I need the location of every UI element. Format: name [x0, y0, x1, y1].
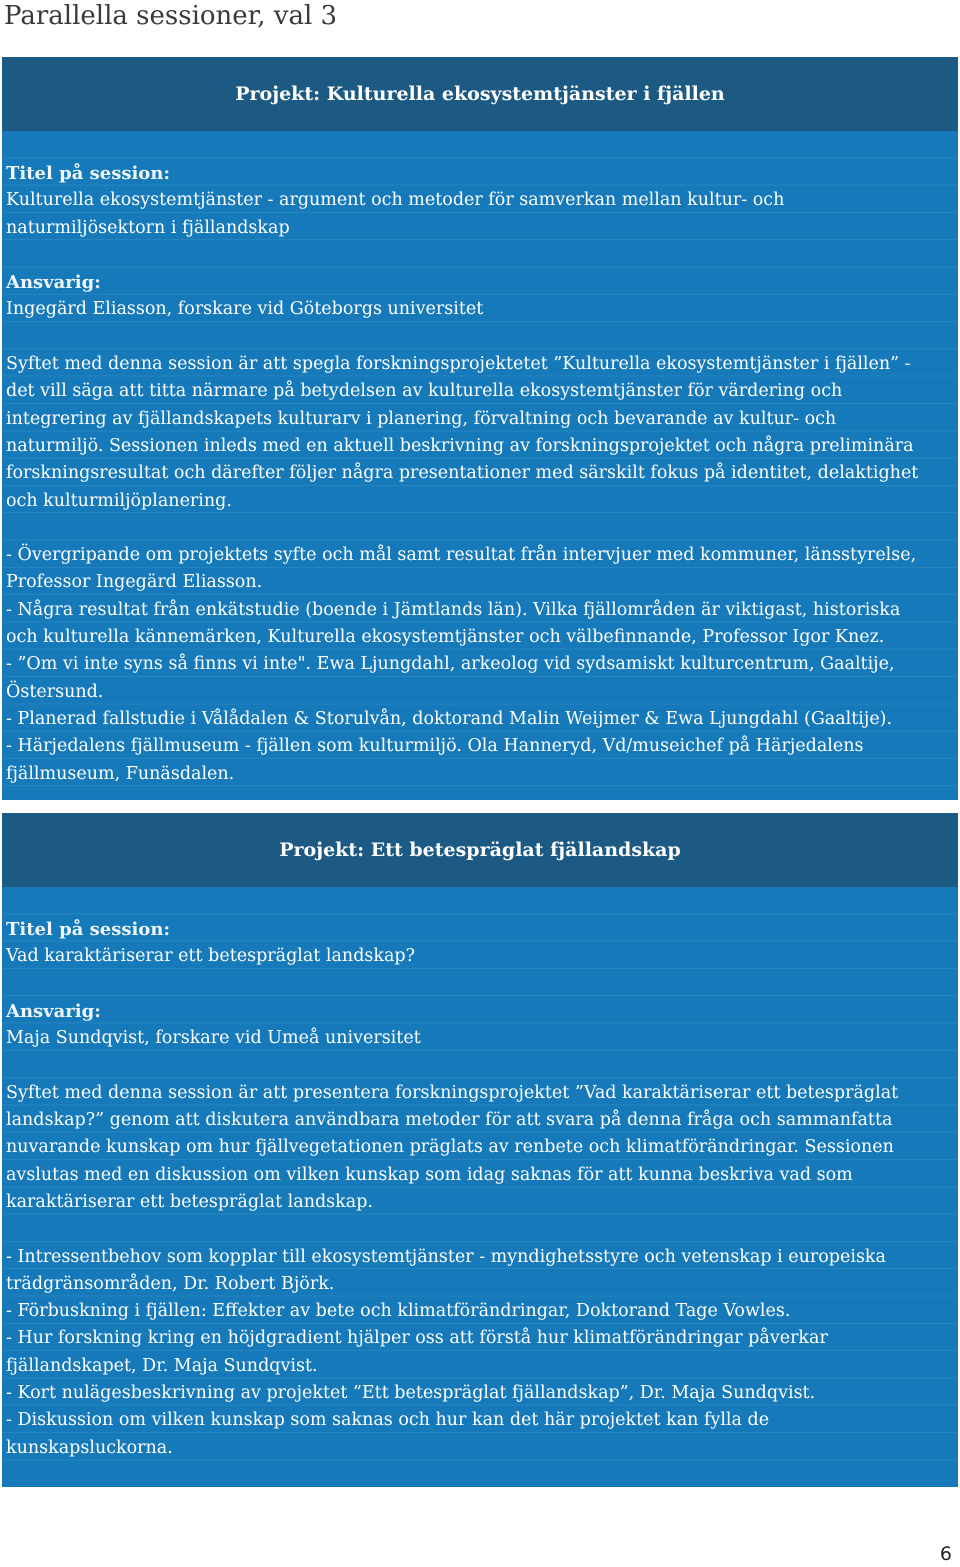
project-title-2: Projekt: Ett betespräglat fjällandskap [279, 839, 681, 861]
purpose-line: nuvarande kunskap om hur fjällvegetationen präglats av renbete och klimatförändringar. Sessionen [6, 1137, 894, 1158]
purpose-line: och kulturmiljöplanering. [6, 490, 232, 511]
program-line: Östersund. [6, 681, 104, 702]
page-number: 6 [939, 1543, 952, 1565]
session-title-line: naturmiljösektorn i fjällandskap [6, 217, 290, 238]
program-line: - Övergripande om projektets syfte och mål samt resultat från intervjuer med kommuner, länsstyrelse, [6, 545, 917, 566]
session-title-label-2: Titel på session: [6, 919, 171, 940]
page-title: Parallella sessioner, val 3 [4, 1, 338, 31]
purpose-line: avslutas med en diskussion om vilken kunskap som idag saknas för att kunna beskriva vad som [6, 1164, 853, 1185]
purpose-line: integrering av fjällandskapets kulturarv i planering, förvaltning och bevarande av kultur- och [6, 408, 837, 429]
section-body-1 [2, 131, 958, 788]
program-line: Professor Ingegärd Eliasson. [6, 572, 263, 593]
purpose-line: det vill säga att titta närmare på betydelsen av kulturella ekosystemtjänster för värdering och [6, 381, 843, 402]
responsible-name-1: Ingegärd Eliasson, forskare vid Göteborgs universitet [6, 299, 484, 320]
purpose-line: landskap?” genom att diskutera användbara metoder för att svara på denna fråga och sammanfatta [6, 1110, 893, 1131]
session-section-1 [2, 57, 958, 800]
section-header-1 [2, 57, 958, 131]
program-line: kunskapsluckorna. [6, 1437, 173, 1458]
program-line: - Planerad fallstudie i Vålådalen & Storulvån, doktorand Malin Weijmer & Ewa Ljungdahl (Gaaltije). [6, 708, 893, 729]
session-title-label-1: Titel på session: [6, 163, 171, 184]
purpose-line: naturmiljö. Sessionen inleds med en aktuell beskrivning av forskningsprojektet och några preliminära [6, 435, 914, 456]
program-line: trädgränsområden, Dr. Robert Björk. [6, 1273, 335, 1294]
responsible-label-2: Ansvarig: [6, 1000, 101, 1022]
purpose-line: karaktäriserar ett betespräglat landskap. [6, 1191, 373, 1212]
session-title-line: Kulturella ekosystemtjänster - argument och metoder för samverkan mellan kultur- och [6, 190, 785, 211]
purpose-line: forskningsresultat och därefter följer några presentationer med särskilt fokus på identitet, delaktighet [6, 463, 919, 484]
session-title-line: Vad karaktäriserar ett betespräglat landskap? [6, 946, 416, 967]
purpose-line: Syftet med denna session är att presentera forskningsprojektet ”Vad karaktäriserar ett betespräglat [6, 1082, 899, 1103]
program-line: - Härjedalens fjällmuseum - fjällen som kulturmiljö. Ola Hanneryd, Vd/museichef på Härjedalens [6, 736, 864, 757]
program-line: - Kort nulägesbeskrivning av projektet ”Ett betespräglat fjällandskap”, Dr. Maja Sundqvist. [6, 1383, 816, 1404]
program-line: fjällmuseum, Funäsdalen. [6, 763, 235, 784]
section-body-2 [2, 887, 958, 1462]
program-line: - Några resultat från enkätstudie (boende i Jämtlands län). Vilka fjällområden är viktigast, historiska [6, 599, 901, 620]
purpose-line: Syftet med denna session är att spegla forskningsprojektetet ”Kulturella ekosystemtjänster i fjällen” - [6, 354, 911, 375]
program-line: och kulturella kännemärken, Kulturella ekosystemtjänster och välbefinnande, Professor Igor Knez. [6, 627, 885, 648]
program-line: - Intressentbehov som kopplar till ekosystemtjänster - myndighetsstyre och vetenskap i europeiska [6, 1246, 886, 1267]
project-title-1: Projekt: Kulturella ekosystemtjänster i fjällen [235, 83, 725, 105]
program-line: - ”Om vi inte syns så finns vi inte". Ewa Ljungdahl, arkeolog vid sydsamiskt kulturcentrum, Gaaltije, [6, 654, 895, 675]
responsible-label-1: Ansvarig: [6, 272, 101, 294]
responsible-name-2: Maja Sundqvist, forskare vid Umeå universitet [6, 1028, 421, 1049]
program-line: fjällandskapet, Dr. Maja Sundqvist. [6, 1355, 318, 1376]
session-section-2 [2, 813, 958, 1487]
program-line: - Hur forskning kring en höjdgradient hjälper oss att förstå hur klimatförändringar påverkar [6, 1328, 828, 1349]
program-line: - Diskussion om vilken kunskap som saknas och hur kan det här projektet kan fylla de [6, 1410, 770, 1431]
section-header-2 [2, 813, 958, 887]
program-line: - Förbuskning i fjällen: Effekter av bete och klimatförändringar, Doktorand Tage Vowles. [6, 1301, 791, 1322]
